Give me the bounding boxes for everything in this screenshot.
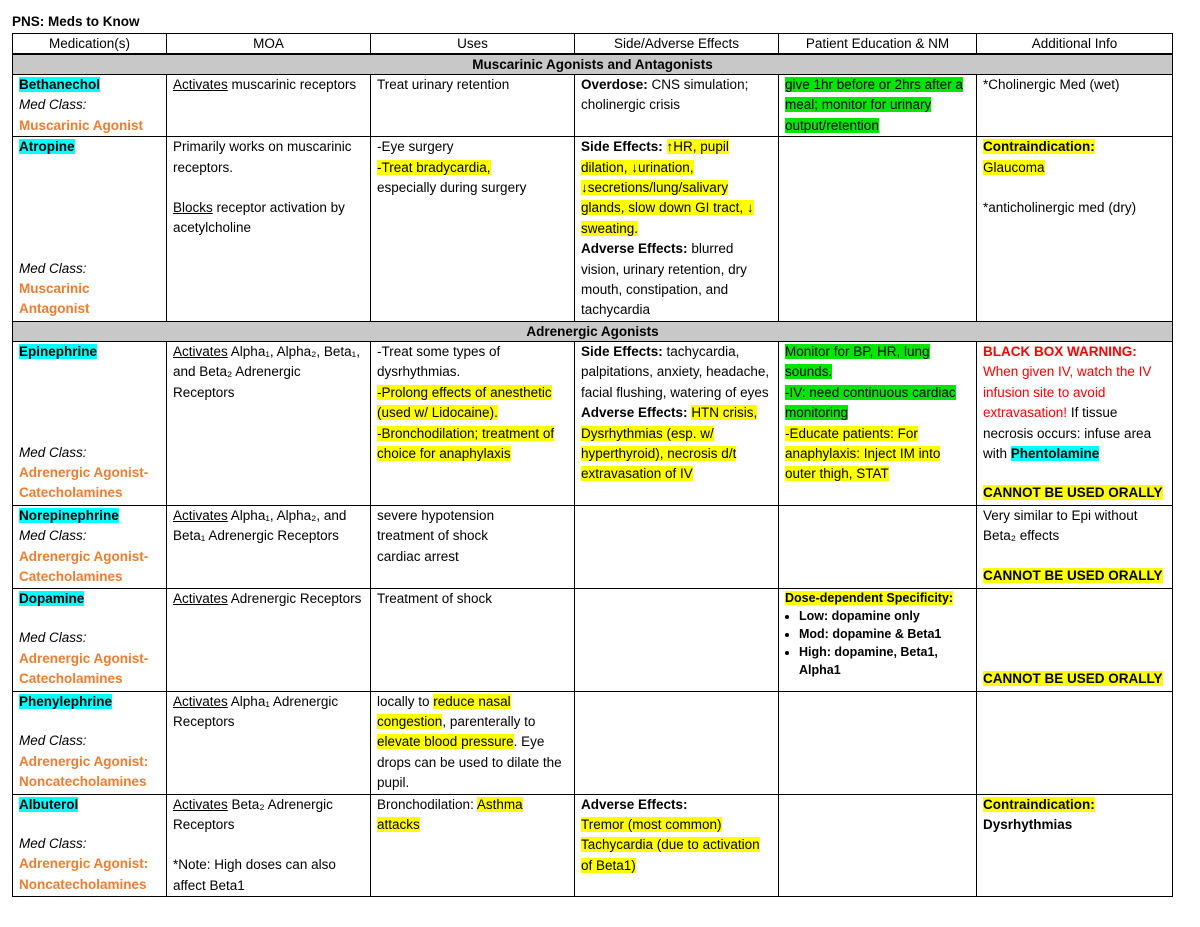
moa-cell bbox=[167, 341, 371, 505]
moa-text: muscarinic receptors bbox=[231, 77, 357, 92]
table-row bbox=[13, 137, 1173, 322]
moa-text: Primarily works on muscarinic receptors. bbox=[173, 139, 352, 175]
table-row bbox=[13, 691, 1173, 794]
med-class-value: Adrenergic Agonist-Catecholamines bbox=[19, 548, 149, 585]
info-cell bbox=[977, 341, 1173, 505]
table-row bbox=[13, 75, 1173, 137]
moa-text: Alpha₁, Alpha₂, Beta₁, and Beta₂ Adrenergic Receptors bbox=[173, 343, 360, 400]
adverse-effects-label: Adverse Effects: bbox=[581, 241, 688, 257]
uses-text: -Treat some types of dysrhythmias. bbox=[377, 343, 501, 380]
moa-cell bbox=[167, 588, 371, 691]
adverse-effects-label: Adverse Effects: bbox=[581, 405, 688, 421]
education-text: -IV: need continuous cardiac monitoring bbox=[785, 384, 956, 421]
uses-cell bbox=[371, 137, 575, 322]
uses-text: treatment of shock bbox=[377, 528, 489, 544]
moa-text: Adrenergic Receptors bbox=[230, 590, 362, 606]
section-row bbox=[13, 321, 1173, 341]
education-cell bbox=[779, 341, 977, 505]
med-name: Phenylephrine bbox=[19, 693, 113, 709]
med-cell bbox=[13, 341, 167, 505]
adverse-effects-text: blurred vision, urinary retention, dry mouth, constipation, and tachycardia bbox=[581, 241, 747, 318]
uses-text: . Eye drops can be used to dilate the pupil. bbox=[377, 734, 562, 791]
uses-text: severe hypotension bbox=[377, 507, 495, 523]
contraindication-text: Dysrhythmias bbox=[983, 816, 1073, 832]
uses-cell bbox=[371, 794, 575, 897]
education-cell bbox=[779, 794, 977, 897]
education-cell bbox=[779, 75, 977, 137]
med-class-label: Med Class: bbox=[19, 444, 87, 460]
uses-text: -Eye surgery bbox=[377, 139, 454, 155]
contraindication-label: Contraindication: bbox=[983, 139, 1095, 155]
section-adrenergic: Adrenergic Agonists bbox=[13, 321, 1173, 341]
warning-text: When given IV, watch the IV infusion site to avoid extravasation! bbox=[983, 364, 1152, 421]
uses-text: Asthma attacks bbox=[377, 796, 523, 832]
uses-text: -Bronchodilation; treatment of choice for anaphylaxis bbox=[377, 425, 555, 461]
med-name: Dopamine bbox=[19, 590, 85, 606]
table-row bbox=[13, 794, 1173, 897]
moa-cell bbox=[167, 691, 371, 794]
med-cell bbox=[13, 588, 167, 691]
adverse-effects-text: Tremor (most common) Tachycardia (due to activation of Beta1) bbox=[581, 816, 760, 873]
education-text: give 1hr before or 2hrs after a meal; monitor for urinary output/retention bbox=[785, 77, 963, 133]
contraindication-label: Contraindication: bbox=[983, 796, 1095, 812]
effects-cell bbox=[575, 341, 779, 505]
uses-text: especially during surgery bbox=[377, 180, 527, 196]
black-box-label: BLACK BOX WARNING: bbox=[983, 343, 1137, 359]
education-text: Monitor for BP, HR, lung sounds. bbox=[785, 343, 930, 380]
antidote-name: Phentolamine bbox=[1010, 445, 1100, 461]
moa-cell bbox=[167, 137, 371, 322]
moa-cell bbox=[167, 75, 371, 137]
info-text: If tissue necrosis occurs: infuse area with bbox=[983, 405, 1152, 461]
effects-cell bbox=[575, 691, 779, 794]
med-class-label: Med Class: bbox=[19, 97, 87, 113]
section-row bbox=[13, 54, 1173, 75]
list-item: • Low: dopamine only bbox=[799, 607, 970, 625]
header-uses: Uses bbox=[371, 34, 575, 55]
uses-cell: Treatment of shock bbox=[371, 588, 575, 691]
med-name: Atropine bbox=[19, 139, 75, 155]
table-row bbox=[13, 505, 1173, 588]
activates-label: Activates bbox=[173, 77, 228, 92]
header-medication: Medication(s) bbox=[13, 34, 167, 55]
info-text: Very similar to Epi without Beta₂ effects bbox=[983, 507, 1138, 544]
med-class-label: Med Class: bbox=[19, 528, 87, 544]
uses-cell bbox=[371, 341, 575, 505]
dose-list bbox=[785, 607, 970, 679]
education-cell bbox=[779, 691, 977, 794]
overdose-label: Overdose: bbox=[581, 77, 648, 92]
moa-note: *Note: High doses can also affect Beta1 bbox=[173, 857, 336, 893]
education-cell bbox=[779, 588, 977, 691]
activates-label: Activates bbox=[173, 796, 228, 812]
header-info: Additional Info bbox=[977, 34, 1173, 55]
uses-cell bbox=[371, 691, 575, 794]
med-name: Epinephrine bbox=[19, 343, 98, 359]
meds-table bbox=[12, 33, 1173, 897]
education-cell bbox=[779, 505, 977, 588]
contraindication-text: Glaucoma bbox=[983, 159, 1045, 175]
med-name: Albuterol bbox=[19, 796, 79, 812]
med-class-label: Med Class: bbox=[19, 733, 87, 749]
side-effects-text: tachycardia, palpitations, anxiety, headache, facial flushing, watering of eyes bbox=[581, 343, 770, 400]
uses-text: -Prolong effects of anesthetic (used w/ Lidocaine). bbox=[377, 384, 552, 421]
header-education: Patient Education & NM bbox=[779, 34, 977, 55]
side-effects-label: Side Effects: bbox=[581, 343, 663, 359]
med-cell bbox=[13, 505, 167, 588]
education-text: -Educate patients: For anaphylaxis: Inject IM into outer thigh, STAT bbox=[785, 425, 941, 482]
info-cell bbox=[977, 505, 1173, 588]
moa-text: Alpha₁, Alpha₂, and Beta₁ Adrenergic Receptors bbox=[173, 507, 347, 544]
info-cell bbox=[977, 794, 1173, 897]
adverse-effects-text: HTN crisis, Dysrhythmias (esp. w/ hyperthyroid), necrosis d/t extravasation of IV bbox=[581, 405, 758, 482]
list-item: • High: dopamine, Beta1, Alpha1 bbox=[799, 643, 970, 679]
list-item: • Mod: dopamine & Beta1 bbox=[799, 625, 970, 643]
med-cell bbox=[13, 137, 167, 322]
header-moa: MOA bbox=[167, 34, 371, 55]
effects-cell bbox=[575, 137, 779, 322]
med-cell bbox=[13, 691, 167, 794]
med-name: Bethanechol bbox=[19, 77, 101, 92]
med-class-value: Adrenergic Agonist: Noncatecholamines bbox=[19, 753, 149, 790]
uses-text: elevate blood pressure bbox=[377, 734, 514, 750]
moa-cell bbox=[167, 794, 371, 897]
effects-cell bbox=[575, 505, 779, 588]
med-class-value: Muscarinic Agonist bbox=[19, 117, 144, 133]
table-row bbox=[13, 588, 1173, 691]
effects-cell bbox=[575, 588, 779, 691]
activates-label: Activates bbox=[173, 693, 228, 709]
table-row bbox=[13, 341, 1173, 505]
info-cell bbox=[977, 588, 1173, 691]
side-effects-label: Side Effects: bbox=[581, 139, 663, 155]
oral-warning: CANNOT BE USED ORALLY bbox=[983, 671, 1163, 687]
med-cell bbox=[13, 75, 167, 137]
effects-cell bbox=[575, 794, 779, 897]
uses-text: cardiac arrest bbox=[377, 548, 459, 564]
uses-text: , parenterally to bbox=[442, 713, 536, 729]
adverse-effects-label: Adverse Effects: bbox=[581, 796, 688, 812]
med-name: Norepinephrine bbox=[19, 507, 119, 523]
moa-cell bbox=[167, 505, 371, 588]
info-cell bbox=[977, 137, 1173, 322]
uses-text: Bronchodilation: bbox=[377, 796, 474, 812]
header-effects: Side/Adverse Effects bbox=[575, 34, 779, 55]
activates-label: Activates bbox=[173, 507, 228, 523]
uses-cell bbox=[371, 505, 575, 588]
med-cell bbox=[13, 794, 167, 897]
effects-cell bbox=[575, 75, 779, 137]
dose-title: Dose-dependent Specificity: bbox=[785, 590, 954, 605]
info-text: *anticholinergic med (dry) bbox=[983, 200, 1137, 216]
activates-label: Activates bbox=[173, 343, 228, 359]
education-cell bbox=[779, 137, 977, 322]
blocks-label: Blocks bbox=[173, 200, 213, 216]
oral-warning: CANNOT BE USED ORALLY bbox=[983, 568, 1163, 584]
section-muscarinic: Muscarinic Agonists and Antagonists bbox=[13, 54, 1173, 75]
header-row bbox=[13, 34, 1173, 55]
uses-text: -Treat bradycardia, bbox=[377, 159, 491, 175]
med-class-label: Med Class: bbox=[19, 260, 87, 276]
moa-text: Alpha₁ Adrenergic Receptors bbox=[173, 693, 339, 729]
moa-text: receptor activation by acetylcholine bbox=[173, 200, 345, 236]
uses-cell: Treat urinary retention bbox=[371, 75, 575, 137]
effects-text: CNS simulation; cholinergic crisis bbox=[581, 77, 749, 113]
uses-text: reduce nasal congestion bbox=[377, 693, 511, 729]
med-class-value: Adrenergic Agonist: Noncatecholamines bbox=[19, 856, 149, 892]
med-class-label: Med Class: bbox=[19, 630, 87, 646]
med-class-value: Adrenergic Agonist-Catecholamines bbox=[19, 465, 149, 501]
activates-label: Activates bbox=[173, 590, 228, 606]
med-class-value: Muscarinic Antagonist bbox=[19, 281, 90, 317]
info-cell: *Cholinergic Med (wet) bbox=[977, 75, 1173, 137]
info-cell bbox=[977, 691, 1173, 794]
page-title: PNS: Meds to Know bbox=[12, 14, 140, 29]
uses-text: locally to bbox=[377, 693, 430, 709]
oral-warning: CANNOT BE USED ORALLY bbox=[983, 485, 1163, 501]
med-class-value: Adrenergic Agonist-Catecholamines bbox=[19, 650, 149, 687]
side-effects-text: ↑HR, pupil dilation, ↓urination, ↓secretions/lung/salivary glands, slow down GI tract, ↓ sweating. bbox=[581, 139, 754, 236]
med-class-label: Med Class: bbox=[19, 835, 87, 851]
moa-text: Beta₂ Adrenergic Receptors bbox=[173, 796, 333, 832]
